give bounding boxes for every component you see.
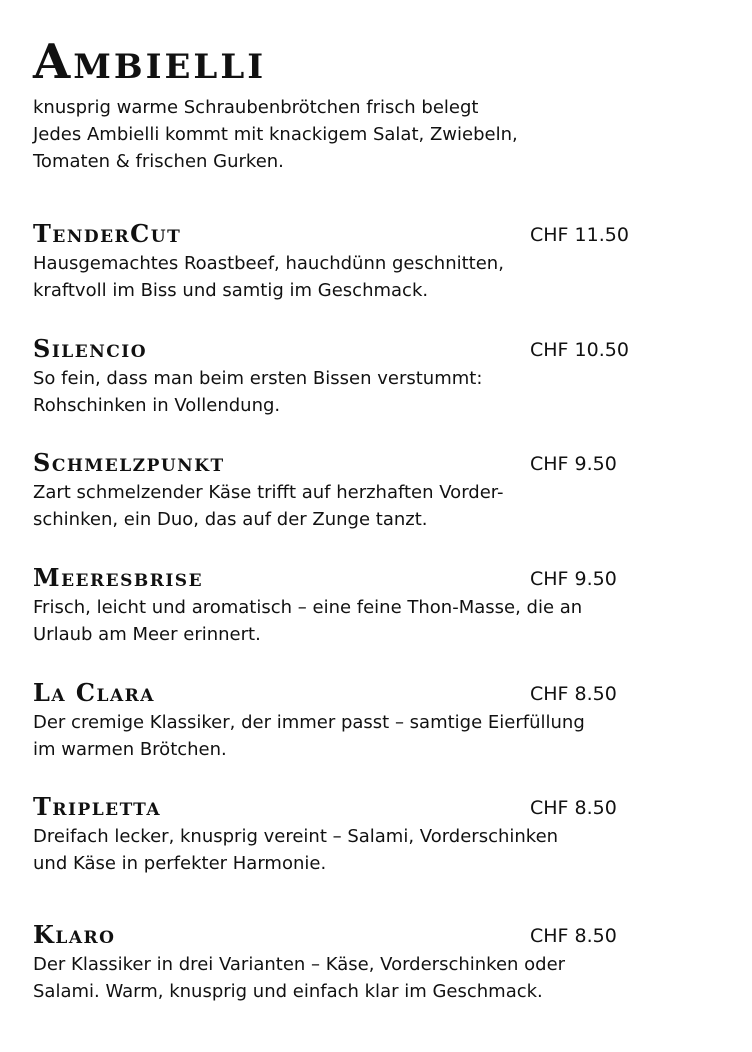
item-description-line: So fein, dass man beim ersten Bissen verstummt: xyxy=(33,368,483,389)
item-description-line: Der cremige Klassiker, der immer passt – samtige Eierfüllung xyxy=(33,712,585,733)
item-description xyxy=(33,709,723,763)
menu-item-silencio xyxy=(33,335,723,419)
item-name: TenderCut xyxy=(33,219,182,248)
item-description xyxy=(33,479,723,533)
item-description xyxy=(33,823,723,877)
menu-title: Ambielli xyxy=(33,34,267,90)
item-name: Tripletta xyxy=(33,792,162,821)
item-price: CHF 9.50 xyxy=(530,453,617,475)
menu-item-klaro xyxy=(33,921,723,1005)
menu-intro xyxy=(33,94,693,175)
menu-item-schmelzpunkt xyxy=(33,449,723,533)
item-price: CHF 8.50 xyxy=(530,925,617,947)
menu-item-tripletta xyxy=(33,793,723,877)
item-description-line: Der Klassiker in drei Varianten – Käse, Vorderschinken oder xyxy=(33,954,566,975)
item-price: CHF 8.50 xyxy=(530,797,617,819)
menu-item-tendercut xyxy=(33,220,723,304)
item-name: Meeresbrise xyxy=(33,563,204,592)
item-description xyxy=(33,951,723,1005)
item-name: Schmelzpunkt xyxy=(33,448,225,477)
intro-line: Jedes Ambielli kommt mit knackigem Salat, Zwiebeln, xyxy=(33,124,518,145)
item-description-line: Salami. Warm, knusprig und einfach klar im Geschmack. xyxy=(33,981,543,1002)
item-price: CHF 8.50 xyxy=(530,683,617,705)
item-price: CHF 11.50 xyxy=(530,224,629,246)
intro-line: Tomaten & frischen Gurken. xyxy=(33,151,284,172)
item-name: Silencio xyxy=(33,334,148,363)
item-description-line: Frisch, leicht und aromatisch – eine feine Thon-Masse, die an xyxy=(33,597,583,618)
item-description xyxy=(33,250,723,304)
item-description xyxy=(33,594,723,648)
menu-item-meeresbrise xyxy=(33,564,723,648)
item-description-line: Urlaub am Meer erinnert. xyxy=(33,624,261,645)
item-description-line: kraftvoll im Biss und samtig im Geschmack. xyxy=(33,280,429,301)
item-description-line: schinken, ein Duo, das auf der Zunge tanzt. xyxy=(33,509,428,530)
item-description-line: Hausgemachtes Roastbeef, hauchdünn geschnitten, xyxy=(33,253,504,274)
item-description-line: Zart schmelzender Käse trifft auf herzhaften Vorder- xyxy=(33,482,504,503)
item-description-line: und Käse in perfekter Harmonie. xyxy=(33,853,327,874)
item-description xyxy=(33,365,723,419)
item-description-line: Rohschinken in Vollendung. xyxy=(33,395,281,416)
item-name: La Clara xyxy=(33,678,155,707)
menu-page xyxy=(33,36,723,175)
menu-item-la-clara xyxy=(33,679,723,763)
item-price: CHF 9.50 xyxy=(530,568,617,590)
intro-line: knusprig warme Schraubenbrötchen frisch belegt xyxy=(33,97,479,118)
item-description-line: im warmen Brötchen. xyxy=(33,739,227,760)
item-description-line: Dreifach lecker, knusprig vereint – Salami, Vorderschinken xyxy=(33,826,559,847)
item-name: Klaro xyxy=(33,920,116,949)
item-price: CHF 10.50 xyxy=(530,339,629,361)
